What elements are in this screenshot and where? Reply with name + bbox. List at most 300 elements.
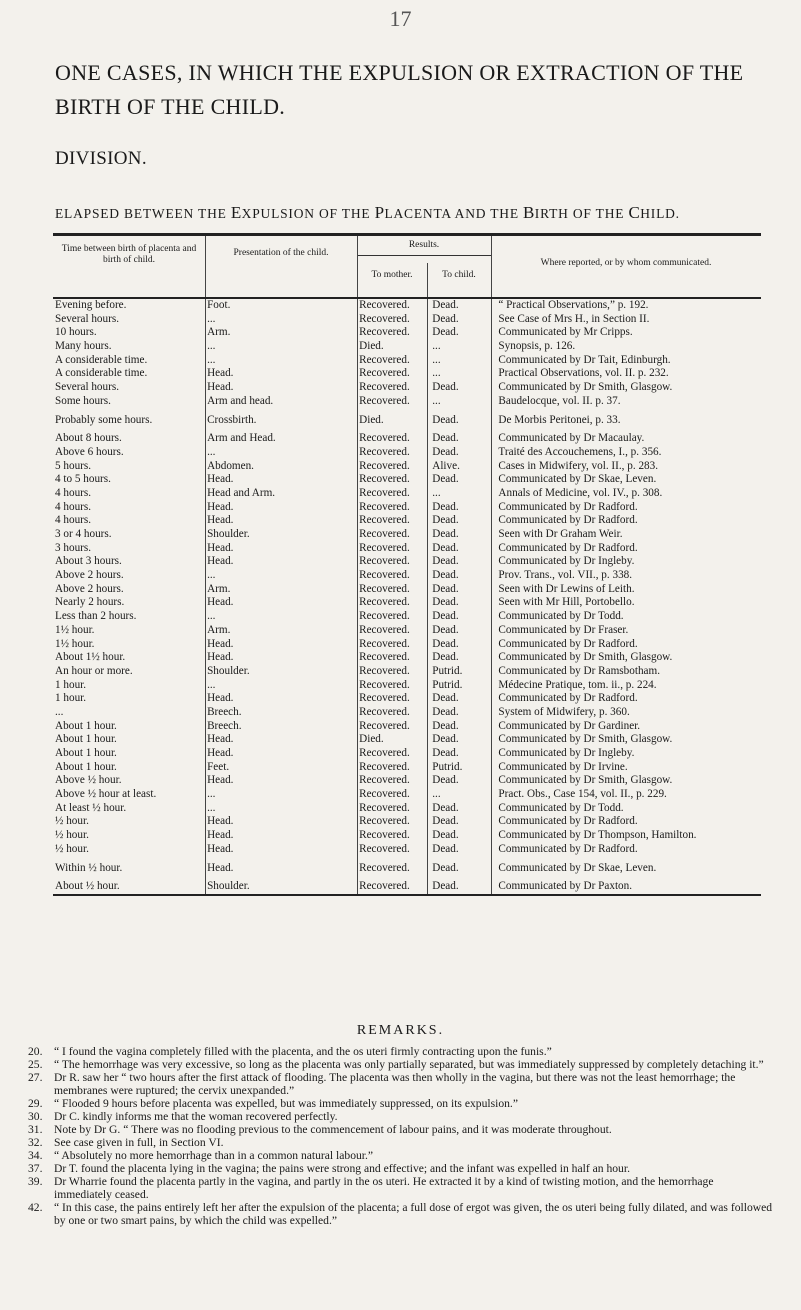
remark-number: 30.: [28, 1110, 43, 1123]
cell-time: Above 6 hours.: [55, 445, 124, 458]
table-row: [53, 528, 761, 542]
cell-presentation: Feet.: [207, 760, 230, 773]
cell-presentation: Head.: [207, 381, 234, 394]
table-row: [53, 555, 761, 569]
cell-to-mother: Recovered.: [359, 815, 410, 828]
remark-number: 31.: [28, 1123, 43, 1136]
cell-to-mother: Recovered.: [359, 555, 410, 568]
cell-to-child: Dead.: [432, 774, 459, 787]
cell-presentation: ...: [207, 801, 216, 814]
table-header: [53, 236, 761, 299]
subheading-cap: P: [374, 203, 385, 222]
cell-where-reported: System of Midwifery, p. 360.: [498, 705, 630, 718]
cell-where-reported: “ Practical Observations,” p. 192.: [498, 299, 649, 311]
table-body: [53, 299, 761, 894]
cell-to-child: Dead.: [432, 610, 459, 623]
cell-to-mother: Recovered.: [359, 623, 410, 636]
remark-number: 20.: [28, 1045, 43, 1058]
cell-to-mother: Recovered.: [359, 596, 410, 609]
cell-to-child: ...: [432, 340, 441, 353]
subheading-cap: C: [628, 203, 641, 222]
table-row: [53, 326, 761, 340]
cell-time: About 1½ hour.: [55, 651, 126, 664]
cell-to-mother: Recovered.: [359, 500, 410, 513]
cell-to-child: Dead.: [432, 541, 459, 554]
remarks-list: [28, 1045, 773, 1227]
cell-to-mother: Recovered.: [359, 326, 410, 339]
table-row: [53, 381, 761, 395]
cell-presentation: Shoulder.: [207, 528, 250, 540]
cell-where-reported: Communicated by Dr Radford.: [498, 842, 638, 855]
remark-text: Dr R. saw her “ two hours after the first attack of flooding. The placenta was then wholly in the vagina, but there was not the least hemorrhage; the membranes were ruptured; the cervix unexpanded.”: [54, 1071, 736, 1097]
table-row: [53, 843, 761, 857]
table-row: [53, 679, 761, 693]
subheading-part: LACENTA AND THE: [384, 206, 524, 221]
cell-presentation: Head.: [207, 367, 234, 380]
cell-where-reported: De Morbis Peritonei, p. 33.: [498, 413, 621, 426]
table-row: [53, 862, 761, 876]
cell-time: ½ hour.: [55, 829, 89, 842]
cell-to-mother: Recovered.: [359, 651, 410, 664]
remark-item: [28, 1097, 773, 1110]
cell-where-reported: Communicated by Dr Macaulay.: [498, 432, 645, 445]
cell-presentation: Arm and head.: [207, 394, 274, 407]
cell-to-mother: Recovered.: [359, 719, 410, 732]
remark-text: Dr Wharrie found the placenta partly in the vagina, and partly in the os uteri. He extracted it by a kind of twisting motion, and the hemorrhage immediately ceased.: [54, 1175, 714, 1201]
cell-to-mother: Recovered.: [359, 486, 410, 499]
remark-text: “ Flooded 9 hours before placenta was expelled, but was immediately suppressed, on its expulsion.”: [54, 1097, 518, 1110]
cell-to-mother: Recovered.: [359, 367, 410, 380]
header-results: Results.: [357, 240, 491, 256]
cell-to-child: Putrid.: [432, 664, 463, 677]
cell-time: Within ½ hour.: [55, 861, 123, 874]
cell-to-mother: Recovered.: [359, 459, 410, 472]
cell-where-reported: Communicated by Dr Todd.: [498, 801, 624, 814]
cell-presentation: Head.: [207, 514, 234, 527]
cell-time: 4 hours.: [55, 486, 92, 499]
cell-to-mother: Recovered.: [359, 861, 410, 874]
cell-to-mother: Recovered.: [359, 637, 410, 650]
cell-presentation: ...: [207, 353, 216, 366]
table-subheading: [55, 203, 680, 223]
cell-to-child: Putrid.: [432, 678, 463, 691]
cell-where-reported: Pract. Obs., Case 154, vol. II., p. 229.: [498, 788, 667, 801]
cell-to-child: Dead.: [432, 326, 459, 339]
table-row: [53, 774, 761, 788]
cell-to-child: ...: [432, 486, 441, 499]
table-row: [53, 460, 761, 474]
table-row: [53, 706, 761, 720]
table-row: [53, 340, 761, 354]
cell-time: About 8 hours.: [55, 432, 122, 445]
cell-time: ...: [55, 705, 64, 718]
cell-to-mother: Recovered.: [359, 829, 410, 842]
cell-where-reported: Communicated by Dr Radford.: [498, 815, 638, 828]
column-divider: [205, 299, 206, 894]
remark-number: 39.: [28, 1175, 43, 1188]
cell-to-mother: Recovered.: [359, 541, 410, 554]
cell-to-child: Dead.: [432, 413, 459, 426]
column-divider: [357, 299, 358, 894]
cell-time: Evening before.: [55, 299, 127, 311]
cell-where-reported: Communicated by Dr Smith, Glasgow.: [498, 651, 673, 664]
remark-item: [28, 1123, 773, 1136]
remark-text: Note by Dr G. “ There was no flooding previous to the commencement of labour pains, and it was moderate throughout.: [54, 1123, 612, 1136]
cell-presentation: Head.: [207, 692, 234, 705]
cell-to-mother: Recovered.: [359, 705, 410, 718]
cell-to-mother: Recovered.: [359, 842, 410, 855]
cell-presentation: Head.: [207, 651, 234, 664]
table-row: [53, 829, 761, 843]
cell-presentation: ...: [207, 610, 216, 623]
cell-to-mother: Recovered.: [359, 664, 410, 677]
cell-time: About ½ hour.: [55, 880, 120, 893]
remark-text: Dr C. kindly informs me that the woman recovered perfectly.: [54, 1110, 338, 1123]
table-row: [53, 761, 761, 775]
remark-item: [28, 1071, 773, 1097]
cell-presentation: Arm.: [207, 582, 231, 595]
cell-time: Above 2 hours.: [55, 582, 124, 595]
cell-to-mother: Recovered.: [359, 299, 410, 311]
column-divider: [427, 263, 428, 297]
table-row: [53, 446, 761, 460]
cell-presentation: Head.: [207, 733, 234, 746]
cell-where-reported: Baudelocque, vol. II. p. 37.: [498, 394, 621, 407]
cell-presentation: Head.: [207, 555, 234, 568]
table-row: [53, 610, 761, 624]
cell-to-child: ...: [432, 353, 441, 366]
cell-where-reported: Communicated by Dr Thompson, Hamilton.: [498, 829, 697, 842]
cell-where-reported: Traité des Accouchemens, I., p. 356.: [498, 445, 662, 458]
cell-time: Some hours.: [55, 394, 111, 407]
cell-to-child: Dead.: [432, 705, 459, 718]
table-row: [53, 692, 761, 706]
cell-time: A considerable time.: [55, 353, 148, 366]
table-row: [53, 788, 761, 802]
table-row: [53, 354, 761, 368]
table-row: [53, 596, 761, 610]
cell-to-mother: Recovered.: [359, 432, 410, 445]
cell-time: Above ½ hour at least.: [55, 788, 157, 801]
cell-presentation: Head.: [207, 596, 234, 609]
cell-where-reported: Practical Observations, vol. II. p. 232.: [498, 367, 669, 380]
table-row: [53, 665, 761, 679]
cell-time: 5 hours.: [55, 459, 92, 472]
subheading-part: IRTH OF THE: [534, 206, 629, 221]
cell-presentation: Shoulder.: [207, 664, 250, 677]
subheading-part: ELAPSED BETWEEN THE: [55, 206, 231, 221]
table-row: [53, 299, 761, 313]
cell-time: Several hours.: [55, 312, 120, 325]
remark-number: 37.: [28, 1162, 43, 1175]
cell-to-child: Dead.: [432, 514, 459, 527]
cell-time: Probably some hours.: [55, 413, 153, 426]
cell-where-reported: Communicated by Dr Tait, Edinburgh.: [498, 353, 671, 366]
remark-number: 27.: [28, 1071, 43, 1084]
cell-time: About 1 hour.: [55, 733, 117, 746]
table-row: [53, 367, 761, 381]
cell-time: About 1 hour.: [55, 760, 117, 773]
cell-where-reported: Communicated by Dr Radford.: [498, 637, 638, 650]
column-divider: [491, 236, 492, 297]
table-row: [53, 815, 761, 829]
cell-where-reported: Cases in Midwifery, vol. II., p. 283.: [498, 459, 659, 472]
remark-item: [28, 1201, 773, 1227]
cell-to-child: Dead.: [432, 432, 459, 445]
cell-to-mother: Recovered.: [359, 801, 410, 814]
cell-to-child: Dead.: [432, 623, 459, 636]
cell-presentation: ...: [207, 678, 216, 691]
table-row: [53, 501, 761, 515]
table-row: [53, 720, 761, 734]
cell-presentation: Head.: [207, 829, 234, 842]
cell-to-mother: Recovered.: [359, 514, 410, 527]
remark-text: “ The hemorrhage was very excessive, so long as the placenta was only partially separated, but was immediately suppressed by completely detaching it.”: [54, 1058, 764, 1071]
remark-number: 32.: [28, 1136, 43, 1149]
cell-where-reported: Communicated by Dr Smith, Glasgow.: [498, 381, 673, 394]
remark-number: 34.: [28, 1149, 43, 1162]
cell-to-child: Dead.: [432, 500, 459, 513]
cell-to-child: Dead.: [432, 880, 459, 893]
cell-where-reported: Seen with Dr Graham Weir.: [498, 528, 623, 540]
cell-presentation: Breech.: [207, 719, 242, 732]
cell-where-reported: Communicated by Dr Ingleby.: [498, 555, 635, 568]
column-divider: [427, 299, 428, 894]
header-to-child: To child.: [442, 270, 476, 280]
table-row: [53, 313, 761, 327]
cell-to-mother: Recovered.: [359, 747, 410, 759]
cell-presentation: ...: [207, 788, 216, 801]
table-row: [53, 514, 761, 528]
cases-table: [53, 233, 761, 896]
table-row: [53, 583, 761, 597]
cell-time: ½ hour.: [55, 842, 89, 855]
remark-text: Dr T. found the placenta lying in the vagina; the pains were strong and effective; and the infant was expelled in half an hour.: [54, 1162, 630, 1175]
cell-where-reported: Seen with Dr Lewins of Leith.: [498, 582, 635, 595]
remarks-title: REMARKS.: [356, 1023, 445, 1038]
cell-to-mother: Recovered.: [359, 473, 410, 486]
remark-number: 29.: [28, 1097, 43, 1110]
cell-to-child: Dead.: [432, 555, 459, 568]
remark-text: See case given in full, in Section VI.: [54, 1136, 224, 1149]
cell-to-child: Dead.: [432, 692, 459, 705]
header-to-mother: To mother.: [371, 270, 413, 280]
cell-to-child: Dead.: [432, 829, 459, 842]
cell-to-mother: Recovered.: [359, 353, 410, 366]
cell-presentation: Crossbirth.: [207, 413, 257, 426]
subheading-part: HILD.: [640, 206, 680, 221]
subheading-cap: E: [230, 203, 242, 222]
cell-time: 1½ hour.: [55, 623, 95, 636]
header-where-reported: Where reported, or by whom communicated.: [540, 258, 712, 268]
cell-to-child: Dead.: [432, 747, 459, 759]
cell-to-mother: Recovered.: [359, 381, 410, 394]
cell-to-child: Dead.: [432, 445, 459, 458]
cell-to-mother: Recovered.: [359, 678, 410, 691]
remark-item: [28, 1045, 773, 1058]
table-row: [53, 569, 761, 583]
cell-where-reported: Communicated by Dr Irvine.: [498, 760, 628, 773]
cell-presentation: Arm and Head.: [207, 432, 276, 445]
table-row: [53, 473, 761, 487]
table-row: [53, 395, 761, 409]
cell-presentation: Head.: [207, 747, 234, 759]
cell-time: An hour or more.: [55, 664, 133, 677]
cell-time: 1 hour.: [55, 678, 87, 691]
cell-where-reported: Communicated by Dr Smith, Glasgow.: [498, 733, 673, 746]
cell-time: Above 2 hours.: [55, 569, 124, 582]
remark-number: 25.: [28, 1058, 43, 1071]
table-row: [53, 880, 761, 894]
cell-to-mother: Died.: [359, 340, 384, 353]
cell-where-reported: Communicated by Dr Radford.: [498, 514, 638, 527]
cell-presentation: Head.: [207, 815, 234, 828]
cell-where-reported: Communicated by Dr Skae, Leven.: [498, 473, 657, 486]
cell-time: 10 hours.: [55, 326, 97, 339]
cell-to-mother: Recovered.: [359, 880, 410, 893]
cell-where-reported: Communicated by Mr Cripps.: [498, 326, 633, 339]
remark-number: 42.: [28, 1201, 43, 1214]
cell-time: A considerable time.: [55, 367, 148, 380]
page-number: 17: [389, 6, 412, 31]
cell-to-child: Dead.: [432, 596, 459, 609]
cell-to-child: Dead.: [432, 569, 459, 582]
cell-to-mother: Recovered.: [359, 569, 410, 582]
remark-item: [28, 1136, 773, 1149]
remark-item: [28, 1058, 773, 1071]
cell-presentation: Head and Arm.: [207, 486, 276, 499]
cell-time: ½ hour.: [55, 815, 89, 828]
cell-time: 1½ hour.: [55, 637, 95, 650]
cell-to-child: Dead.: [432, 861, 459, 874]
cell-to-child: ...: [432, 367, 441, 380]
cell-presentation: Head.: [207, 473, 234, 486]
cell-time: 4 hours.: [55, 514, 92, 527]
table-row: [53, 414, 761, 428]
cell-where-reported: Communicated by Dr Gardiner.: [498, 719, 641, 732]
cell-to-child: Dead.: [432, 299, 459, 311]
cell-where-reported: Communicated by Dr Fraser.: [498, 623, 629, 636]
cell-presentation: Abdomen.: [207, 459, 254, 472]
remark-item: [28, 1162, 773, 1175]
cell-presentation: Head.: [207, 541, 234, 554]
cell-to-mother: Recovered.: [359, 312, 410, 325]
cell-where-reported: Annals of Medicine, vol. IV., p. 308.: [498, 486, 663, 499]
remark-text: “ In this case, the pains entirely left her after the expulsion of the placenta; a full dose of ergot was given, the os uteri being fully dilated, and was followed by one or two smart pains, by which the child was expelled.”: [54, 1201, 773, 1227]
cell-time: At least ½ hour.: [55, 801, 127, 814]
cell-presentation: ...: [207, 312, 216, 325]
cell-to-child: Dead.: [432, 312, 459, 325]
cell-where-reported: Médecine Pratique, tom. ii., p. 224.: [498, 678, 657, 691]
cell-presentation: Breech.: [207, 705, 242, 718]
cell-where-reported: Prov. Trans., vol. VII., p. 338.: [498, 569, 633, 582]
cell-where-reported: Communicated by Dr Paxton.: [498, 880, 633, 893]
cell-time: Nearly 2 hours.: [55, 596, 125, 609]
table-row: [53, 651, 761, 665]
table-row: [53, 747, 761, 761]
cell-time: About 3 hours.: [55, 555, 122, 568]
table-row: [53, 802, 761, 816]
cell-to-child: Dead.: [432, 719, 459, 732]
cell-where-reported: Communicated by Dr Ingleby.: [498, 747, 635, 759]
table-row: [53, 487, 761, 501]
cell-presentation: Head.: [207, 637, 234, 650]
cell-to-mother: Recovered.: [359, 774, 410, 787]
cell-presentation: Foot.: [207, 299, 231, 311]
cell-to-mother: Recovered.: [359, 760, 410, 773]
subheading-part: XPULSION OF THE: [241, 206, 375, 221]
remark-text: “ I found the vagina completely filled with the placenta, and the os uteri firmly contracting upon the funis.”: [54, 1045, 552, 1058]
table-row: [53, 542, 761, 556]
cell-to-mother: Recovered.: [359, 528, 410, 540]
cell-to-child: Dead.: [432, 528, 459, 540]
cell-time: Many hours.: [55, 340, 112, 353]
table-row: [53, 432, 761, 446]
remark-item: [28, 1175, 773, 1201]
cell-to-mother: Recovered.: [359, 610, 410, 623]
cell-presentation: Arm.: [207, 623, 231, 636]
cell-where-reported: Communicated by Dr Radford.: [498, 541, 638, 554]
cell-to-child: Dead.: [432, 473, 459, 486]
cell-to-child: Dead.: [432, 381, 459, 394]
cell-to-child: Dead.: [432, 637, 459, 650]
column-divider: [205, 236, 206, 297]
cell-to-child: Alive.: [432, 459, 460, 472]
cell-where-reported: Communicated by Dr Smith, Glasgow.: [498, 774, 673, 787]
cell-time: Above ½ hour.: [55, 774, 122, 787]
page-heading: ONE CASES, IN WHICH THE EXPULSION OR EXTRACTION OF THE BIRTH OF THE CHILD.: [55, 60, 744, 119]
cell-where-reported: Communicated by Dr Todd.: [498, 610, 624, 623]
cell-presentation: ...: [207, 569, 216, 582]
cell-to-child: Dead.: [432, 801, 459, 814]
cell-to-mother: Recovered.: [359, 788, 410, 801]
cell-presentation: Head.: [207, 774, 234, 787]
cell-presentation: ...: [207, 340, 216, 353]
subheading-cap: B: [523, 203, 535, 222]
cell-where-reported: Communicated by Dr Radford.: [498, 692, 638, 705]
header-presentation: Presentation of the child.: [233, 248, 329, 258]
cell-to-mother: Recovered.: [359, 582, 410, 595]
cell-time: 3 or 4 hours.: [55, 528, 112, 540]
cell-where-reported: Communicated by Dr Ramsbotham.: [498, 664, 660, 677]
cell-time: 4 hours.: [55, 500, 92, 513]
cell-to-child: ...: [432, 788, 441, 801]
cell-where-reported: See Case of Mrs H., in Section II.: [498, 312, 650, 325]
cell-time: 3 hours.: [55, 541, 92, 554]
cell-presentation: Arm.: [207, 326, 231, 339]
cell-to-child: ...: [432, 394, 441, 407]
column-divider: [357, 236, 358, 297]
cell-time: 1 hour.: [55, 692, 87, 705]
cell-to-child: Dead.: [432, 651, 459, 664]
cell-where-reported: Synopsis, p. 126.: [498, 340, 576, 353]
cell-to-mother: Recovered.: [359, 692, 410, 705]
cell-to-mother: Recovered.: [359, 394, 410, 407]
table-row: [53, 638, 761, 652]
cell-where-reported: Communicated by Dr Skae, Leven.: [498, 861, 657, 874]
cell-presentation: ...: [207, 445, 216, 458]
cell-to-mother: Died.: [359, 733, 384, 746]
cell-time: Several hours.: [55, 381, 120, 394]
header-time: Time between birth of placenta and birth of child.: [61, 244, 197, 265]
cell-to-child: Dead.: [432, 842, 459, 855]
cell-to-child: Dead.: [432, 582, 459, 595]
cell-time: Less than 2 hours.: [55, 610, 137, 623]
cell-where-reported: Seen with Mr Hill, Portobello.: [498, 596, 635, 609]
cell-presentation: Head.: [207, 861, 234, 874]
cell-presentation: Head.: [207, 500, 234, 513]
cell-to-child: Dead.: [432, 815, 459, 828]
